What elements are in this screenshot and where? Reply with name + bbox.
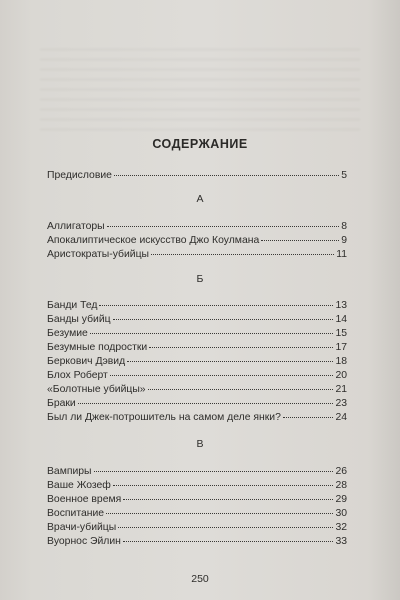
toc-entry-page: 18 [335,356,347,367]
show-through-text [40,40,360,135]
toc-entry [47,412,347,423]
toc-entry [47,370,347,381]
dot-leader [283,417,334,418]
toc-entry-page: 29 [335,494,347,505]
dot-leader [127,361,333,362]
toc-entry-page: 21 [335,384,347,395]
toc-entry [47,235,347,246]
section-letter-v: В [196,438,204,450]
toc-entry-preface [47,170,347,181]
toc-entry [47,328,347,339]
toc-entry-page: 13 [335,300,347,311]
toc-entry [47,300,347,311]
toc-entry-page: 26 [335,466,347,477]
toc-entry [47,249,347,260]
toc-entry-page: 30 [335,508,347,519]
toc-entry-page: 5 [341,170,347,181]
toc-entry-label: Воспитание [47,508,105,519]
toc-entry-label: Апокалиптическое искусство Джо Коулмана [47,235,260,246]
toc-entry [47,314,347,325]
toc-entry [47,221,347,232]
toc-entry [47,536,347,547]
dot-leader [107,226,340,227]
dot-leader [113,485,334,486]
toc-entry-label: Был ли Джек-потрошитель на самом деле янки? [47,412,281,423]
toc-entry-label: Ваше Жозеф [47,480,111,491]
toc-entry-page: 23 [335,398,347,409]
toc-entry [47,522,347,533]
dot-leader [148,389,334,390]
section-letter-b: Б [196,273,204,285]
toc-entry-label: Банды убийц [47,314,111,325]
toc-entry-label: Предисловие [47,170,112,181]
toc-entry-page: 9 [341,235,347,246]
dot-leader [149,347,333,348]
toc-entry-label: Блох Роберт [47,370,108,381]
toc-entry-page: 17 [335,342,347,353]
toc-entry [47,342,347,353]
dot-leader [261,240,339,241]
toc-entry-page: 11 [336,249,347,260]
toc-entry-page: 28 [335,480,347,491]
toc-entry-label: Военное время [47,494,122,505]
toc-entry [47,356,347,367]
toc-entry-page: 8 [341,221,347,232]
toc-entry-page: 14 [335,314,347,325]
toc-entry [47,494,347,505]
dot-leader [123,541,334,542]
toc-entry-label: Вуорнос Эйлин [47,536,121,547]
toc-entry-label: Безумие [47,328,88,339]
page-title: СОДЕРЖАНИЕ [152,137,248,151]
dot-leader [114,175,339,176]
dot-leader [110,375,334,376]
toc-entry-label: Врачи-убийцы [47,522,117,533]
toc-entry-label: Браки [47,398,76,409]
dot-leader [123,499,333,500]
dot-leader [118,527,333,528]
toc-entry-label: Безумные подростки [47,342,148,353]
section-letter-a: А [196,193,204,205]
toc-entry [47,384,347,395]
toc-entry [47,508,347,519]
dot-leader [94,471,334,472]
toc-entry-page: 20 [335,370,347,381]
toc-entry-page: 24 [335,412,347,423]
dot-leader [106,513,333,514]
page-number: 250 [191,573,209,585]
dot-leader [151,254,334,255]
toc-entry-label: Банди Тед [47,300,98,311]
toc-entry [47,466,347,477]
dot-leader [113,319,334,320]
dot-leader [90,333,334,334]
dot-leader [78,403,334,404]
toc-entry-label: Аристократы-убийцы [47,249,149,260]
toc-entry [47,398,347,409]
toc-entry-page: 33 [335,536,347,547]
toc-entry-label: Вампиры [47,466,92,477]
toc-entry [47,480,347,491]
dot-leader [99,305,333,306]
toc-entry-page: 15 [335,328,347,339]
toc-entry-label: Беркович Дэвид [47,356,126,367]
toc-entry-label: «Болотные убийцы» [47,384,146,395]
toc-entry-label: Аллигаторы [47,221,105,232]
toc-entry-page: 32 [335,522,347,533]
